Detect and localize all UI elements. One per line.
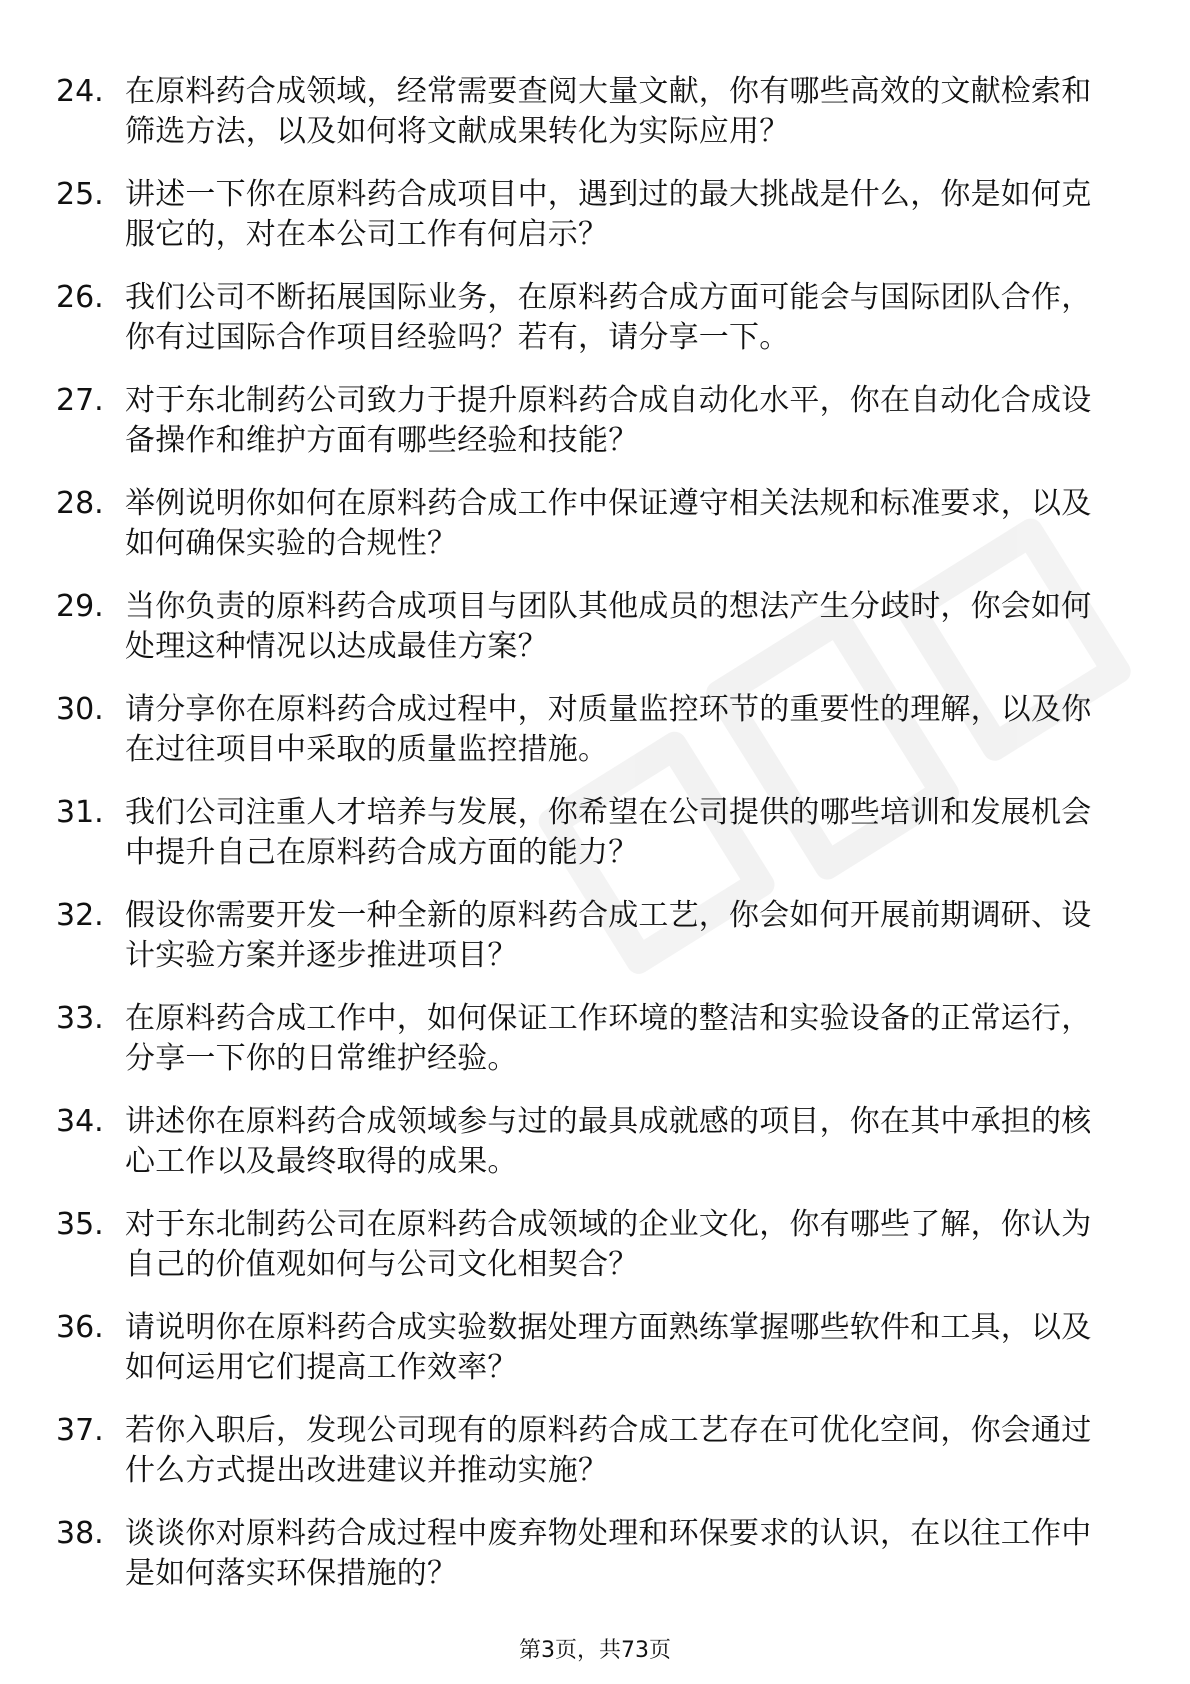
question-number: 28. [56, 486, 104, 521]
question-text: 我们公司不断拓展国际业务，在原料药合成方面可能会与国际团队合作，你有过国际合作项目经验吗？若有，请分享一下。 [125, 280, 1092, 355]
question-text: 假设你需要开发一种全新的原料药合成工艺，你会如何开展前期调研、设计实验方案并逐步推进项目？ [125, 898, 1092, 973]
question-number: 38. [56, 1516, 104, 1551]
question-number: 25. [56, 177, 104, 212]
question-item [56, 72, 1110, 152]
question-item [56, 1514, 1110, 1594]
question-number: 24. [56, 74, 104, 109]
question-number: 33. [56, 1001, 104, 1036]
question-number: 27. [56, 383, 104, 418]
question-text: 讲述一下你在原料药合成项目中，遇到过的最大挑战是什么，你是如何克服它的，对在本公司工作有何启示？ [125, 177, 1092, 252]
question-text: 对于东北制药公司致力于提升原料药合成自动化水平，你在自动化合成设备操作和维护方面有哪些经验和技能？ [125, 383, 1092, 458]
question-number: 26. [56, 280, 104, 315]
question-number: 32. [56, 898, 104, 933]
question-list [56, 72, 1110, 1617]
question-text: 对于东北制药公司在原料药合成领域的企业文化，你有哪些了解，你认为自己的价值观如何与公司文化相契合？ [125, 1207, 1092, 1282]
question-text: 请分享你在原料药合成过程中，对质量监控环节的重要性的理解，以及你在过往项目中采取的质量监控措施。 [125, 692, 1092, 767]
question-item [56, 690, 1110, 770]
question-item [56, 793, 1110, 873]
question-item [56, 175, 1110, 255]
question-text: 在原料药合成领域，经常需要查阅大量文献，你有哪些高效的文献检索和筛选方法，以及如何将文献成果转化为实际应用？ [125, 74, 1092, 149]
question-text: 若你入职后，发现公司现有的原料药合成工艺存在可优化空间，你会通过什么方式提出改进建议并推动实施？ [125, 1413, 1092, 1488]
question-item [56, 484, 1110, 564]
question-number: 35. [56, 1207, 104, 1242]
question-text: 在原料药合成工作中，如何保证工作环境的整洁和实验设备的正常运行，分享一下你的日常维护经验。 [125, 1001, 1092, 1076]
question-item [56, 896, 1110, 976]
question-number: 31. [56, 795, 104, 830]
question-text: 当你负责的原料药合成项目与团队其他成员的想法产生分歧时，你会如何处理这种情况以达成最佳方案？ [125, 589, 1092, 664]
question-item [56, 1102, 1110, 1182]
question-item [56, 1308, 1110, 1388]
question-text: 我们公司注重人才培养与发展，你希望在公司提供的哪些培训和发展机会中提升自己在原料药合成方面的能力？ [125, 795, 1092, 870]
question-number: 34. [56, 1104, 104, 1139]
question-item [56, 999, 1110, 1079]
question-text: 谈谈你对原料药合成过程中废弃物处理和环保要求的认识，在以往工作中是如何落实环保措施的？ [125, 1516, 1092, 1591]
question-text: 讲述你在原料药合成领域参与过的最具成就感的项目，你在其中承担的核心工作以及最终取得的成果。 [125, 1104, 1092, 1179]
question-item [56, 1411, 1110, 1491]
question-number: 36. [56, 1310, 104, 1345]
question-number: 37. [56, 1413, 104, 1448]
question-text: 请说明你在原料药合成实验数据处理方面熟练掌握哪些软件和工具，以及如何运用它们提高工作效率？ [125, 1310, 1092, 1385]
question-item [56, 381, 1110, 461]
question-item [56, 587, 1110, 667]
question-item [56, 1205, 1110, 1285]
question-number: 30. [56, 692, 104, 727]
question-text: 举例说明你如何在原料药合成工作中保证遵守相关法规和标准要求，以及如何确保实验的合规性？ [125, 486, 1092, 561]
question-number: 29. [56, 589, 104, 624]
question-item [56, 278, 1110, 358]
page-footer: 第3页，共73页 [519, 1638, 671, 1663]
